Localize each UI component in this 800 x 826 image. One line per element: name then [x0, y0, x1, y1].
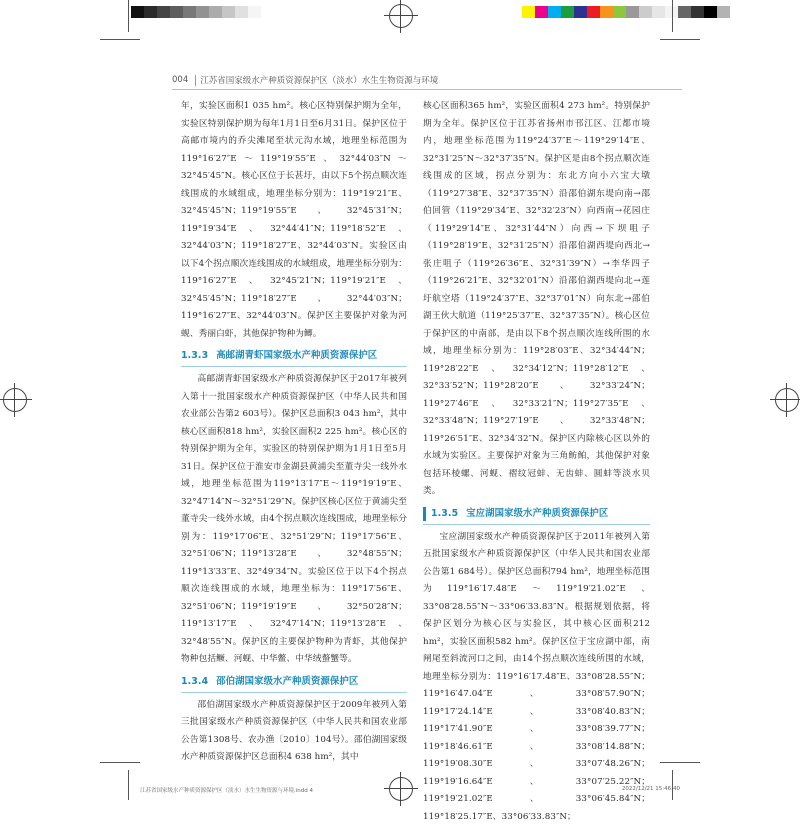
- paragraph: 邵伯湖国家级水产种质资源保护区于2009年被列入第三批国家级水产种质资源保护区（中华人民共和国农业部公告第1308号、农办渔〔2010〕104号）。邵伯湖国家级水产种质资源保护区总面积4 638 hm²，其中: [181, 697, 407, 767]
- print-slug: [140, 786, 680, 796]
- crop-mark: [100, 39, 140, 40]
- section-title: 高邮湖青虾国家级水产种质资源保护区: [216, 347, 377, 365]
- crop-mark: [128, 770, 129, 800]
- section-heading-1-3-5: [423, 505, 650, 525]
- left-column: [181, 98, 407, 767]
- section-heading-1-3-4: [181, 673, 407, 693]
- gray-calibration-strip: [131, 6, 261, 18]
- calibration-swatch: [548, 6, 561, 18]
- right-column: [423, 98, 650, 826]
- calibration-swatch: [196, 6, 209, 18]
- calibration-swatch: [704, 6, 717, 18]
- calibration-swatch: [587, 6, 600, 18]
- section-title: 宝应湖国家级水产种质资源保护区: [466, 505, 608, 523]
- crop-mark: [672, 0, 673, 32]
- paragraph: 高邮湖青虾国家级水产种质资源保护区于2017年被列入第十一批国家级水产种质资源保护区（中华人民共和国农业部公告第2 603号）。保护区总面积3 043 hm²，其中核心区面积818 hm²，实验区面积2 225 hm²。核心区的特别保护期为全年，实验区的特别保护期为1月1日至5月31日。保护区位于淮安市金湖县黄浦尖至董寺尖一线外水域，地理坐标范围为119°13′17″E～119°19′19″E、32°47′14″N～32°51′29″N。保护区核心区位于黄浦尖至董寺尖一线外水域，由4个拐点顺次连线围成，地理坐标分别为：119°17′06″E、32°51′29″N；119°17′56″E、32°51′06″N；119°13′28″E、32°48′55″N；119°13′33″E、32°49′34″N。实验区位于以下4个拐点顺次连线围成的水域，地理坐标为：119°17′56″E、32°51′06″N；119°19′19″E、32°50′28″N；119°13′17″E、32°47′14″N；119°13′28″E、32°48′55″N。保护区的主要保护物种为青虾，其他保护物种包括鳜、河蚬、中华鳖、中华绒螯蟹等。: [181, 371, 407, 669]
- calibration-swatch: [639, 6, 652, 18]
- header-rule: [172, 89, 682, 90]
- file-name: 江苏省国家级水产种质资源保护区（淡水）水生生物资源与环境.indd 4: [140, 786, 313, 794]
- calibration-swatch: [561, 6, 574, 18]
- paragraph: 宝应湖国家级水产种质资源保护区于2011年被列入第五批国家级水产种质资源保护区（中华人民共和国农业部公告第1 684号）。保护区总面积794 hm²，地理坐标范围为119°16′17.48″E～119°19′21.02″E、33°08′28.55″N～33°06′33.83″N。根据规划依据，将保护区划分为核心区与实验区，其中核心区面积212 hm²，实验区面积582 hm²。保护区位于宝应湖中部，南闸尾至斜流河口之间，由14个拐点顺次连线所围的水域，地理坐标分别为：119°16′17.48″E、33°08′28.55″N；119°16′47.04″E、33°08′57.90″N；119°17′24.14″E、33°08′40.83″N；119°17′41.90″E、33°08′39.77″N；119°18′46.61″E、33°08′14.88″N；119°19′08.30″E、33°07′48.26″N；119°19′16.64″E、33°07′25.22″N；119°19′21.02″E、33°06′45.84″N；119°18′25.17″E、33°06′33.83″N；: [423, 529, 650, 826]
- calibration-swatch: [535, 6, 548, 18]
- calibration-swatch: [183, 6, 196, 18]
- calibration-swatch: [522, 6, 535, 18]
- section-title: 邵伯湖国家级水产种质资源保护区: [216, 673, 358, 691]
- calibration-swatch: [131, 6, 144, 18]
- book-title: 江苏省国家级水产种质资源保护区（淡水）水生生物资源与环境: [200, 74, 438, 86]
- crop-mark: [100, 762, 140, 763]
- print-timestamp: 2022/12/21 15:46:40: [622, 786, 680, 792]
- calibration-swatch: [626, 6, 639, 18]
- paragraph: 年，实验区面积1 035 hm²。核心区特别保护期为全年，实验区特别保护期为每年1月1日至6月31日。保护区位于高邮市境内的乔尖滩尾至状元沟水域，地理坐标范围为119°16′27″E～119°19′55″E、32°44′03″N～32°45′45″N。核心区位于长甚圩，由以下5个拐点顺次连线围成的水域组成，地理坐标分别为：119°19′21″E、32°45′45″N；119°19′55″E、32°45′31″N；119°19′34″E、32°44′41″N；119°18′52″E、32°44′03″N；119°18′27″E、32°44′03″N。实验区由以下4个拐点顺次连线围成的水域组成，地理坐标分别为：119°16′27″E、32°45′21″N；119°19′21″E、32°45′45″N；119°18′27″E、32°44′03″N；119°16′27″E、32°44′03″N。保护区主要保护对象为河蚬、秀丽白虾，其他保护物种为鲫。: [181, 98, 407, 343]
- calibration-swatch: [652, 6, 665, 18]
- calibration-swatch: [613, 6, 626, 18]
- calibration-swatch: [600, 6, 613, 18]
- running-header: [172, 73, 682, 87]
- header-separator: [195, 75, 196, 86]
- calibration-swatch: [235, 6, 248, 18]
- crop-mark: [660, 39, 700, 40]
- registration-mark-left: [3, 388, 27, 412]
- calibration-swatch: [209, 6, 222, 18]
- section-heading-1-3-3: [181, 347, 407, 367]
- calibration-swatch: [574, 6, 587, 18]
- color-calibration-strip: [522, 6, 730, 18]
- calibration-swatch: [717, 6, 730, 18]
- calibration-swatch: [157, 6, 170, 18]
- crop-mark: [128, 0, 129, 32]
- crop-mark: [660, 762, 700, 763]
- calibration-swatch: [222, 6, 235, 18]
- calibration-swatch: [144, 6, 157, 18]
- page-number: 004: [172, 75, 188, 85]
- calibration-swatch: [691, 6, 704, 18]
- section-number: 1.3.3: [181, 347, 208, 365]
- section-accent-bar: [423, 507, 426, 521]
- calibration-swatch: [678, 6, 691, 18]
- registration-mark-top: [389, 4, 413, 28]
- calibration-swatch: [170, 6, 183, 18]
- registration-mark-right: [775, 388, 799, 412]
- section-number: 1.3.5: [431, 505, 458, 523]
- calibration-swatch: [248, 6, 261, 18]
- section-number: 1.3.4: [181, 673, 208, 691]
- paragraph: 核心区面积365 hm²，实验区面积4 273 hm²。特别保护期为全年。保护区位于江苏省扬州市邗江区、江都市境内，地理坐标范围为119°24′37″E～119°29′14″E、32°31′25″N～32°37′35″N。保护区是由8个拐点顺次连线围成的区域，拐点分别为：东北方向小六宝大墩（119°27′38″E、32°37′35″N）沿邵伯湖东堤向南→邵伯回管（119°29′34″E、32°32′23″N）向西南→花园庄（119°29′14″E、32°31′44″N）向西→下坝咀子（119°28′19″E、32°31′25″N）沿邵伯湖西堤向西北→张庄咀子（119°26′36″E、32°31′39″N）→李华四子（119°26′21″E、32°32′01″N）沿邵伯湖西堤向北→莲圩航空塔（119°24′37″E、32°37′01″N）向东北→邵伯湖王伙大航道（119°25′37″E、32°37′35″N）。核心区位于保护区的中南部，是由以下8个拐点顺次连线所围的水域，地理坐标分别为：119°28′03″E、32°34′44″N；119°28′22″E、32°34′12″N；119°28′12″E、32°33′52″N；119°28′20″E、32°33′24″N；119°27′46″E、32°33′21″N；119°27′35″E、32°33′48″N；119°27′19″E、32°33′48″N；119°26′51″E、32°34′32″N。保护区内除核心区以外的水域为实验区。主要保护对象为三角鲂鲌，其他保护对象包括环棱螺、河蚬、褶纹冠蚌、无齿蚌、圆蚌等淡水贝类。: [423, 98, 650, 501]
